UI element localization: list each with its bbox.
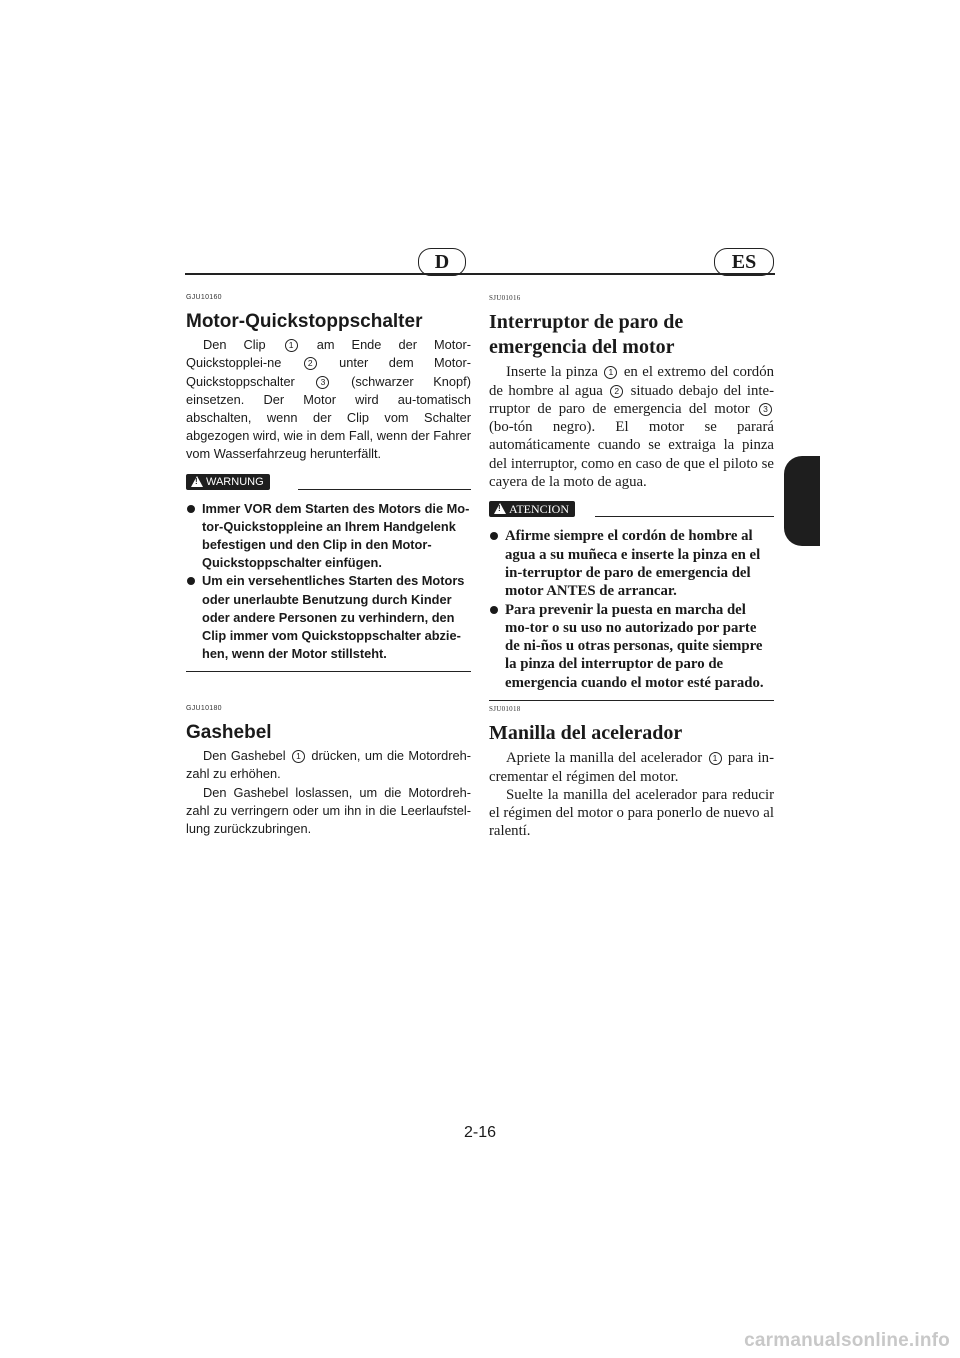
section-code: GJU10180 <box>186 705 222 712</box>
warning-item: Immer VOR dem Starten des Motors die Mo-tor-Quickstoppleine an Ihrem Handgelenk befestigen und den Clip in den Motor-Quickstoppschalter einfügen. <box>186 500 471 573</box>
warning-header <box>489 501 774 519</box>
section-code: GJU10160 <box>186 294 222 301</box>
watermark: carmanualsonline.info <box>744 1330 950 1351</box>
body-paragraph: Apriete la manilla del acelerador 1 para in-crementar el régimen del motor. <box>489 750 775 785</box>
body-paragraph: Inserte la pinza 1 en el extremo del cordón de hombre al agua 2 situado debajo del inte-rruptor de paro de emergencia del motor 3 (bo-tón negro). El motor se parará automáticamente cuando se extraiga la pinza del interruptor, como en caso de que el piloto se cayera de la moto de agua. <box>489 364 775 491</box>
warning-item: Um ein versehentliches Starten des Motors oder unerlaubte Benutzung durch Kinder oder andere Personen zu verhindern, den Clip immer vom Quickstoppschalter abzie-hen, wenn der Motor stillsteht. <box>186 572 471 663</box>
warning-triangle-icon <box>494 503 506 514</box>
warning-item: Para prevenir la puesta en marcha del mo-tor o su uso no autorizado por parte de ni-ños u otras personas, quite siempre la pinza del interruptor de paro de emergencia cuando el motor esté parado. <box>489 601 774 692</box>
section-title: Manilla del acelerador <box>489 722 683 745</box>
spanish-column-section-2 <box>489 700 774 841</box>
chapter-tab <box>784 456 820 546</box>
warning-item: Afirme siempre el cordón de hombre al agua a su muñeca e inserte la pinza en el in-terruptor de paro de emergencia del motor ANTES de arrancar. <box>489 527 774 600</box>
callout-number: 1 <box>292 750 305 763</box>
callout-number: 3 <box>316 376 329 389</box>
warning-rule <box>298 489 471 490</box>
callout-number: 2 <box>610 385 623 398</box>
section-code: SJU01016 <box>489 294 521 302</box>
callout-number: 1 <box>285 339 298 352</box>
callout-number: 1 <box>709 752 722 765</box>
warning-header <box>186 474 471 492</box>
body-paragraph: Den Gashebel 1 drücken, um die Motordreh-zahl zu erhöhen. <box>186 748 471 782</box>
callout-number: 3 <box>759 403 772 416</box>
warning-triangle-icon <box>191 476 203 487</box>
warning-badge: ! WARNUNG <box>186 474 270 490</box>
spanish-column-section-1 <box>489 289 774 701</box>
body-paragraph: Den Gashebel loslassen, um die Motordreh-zahl zu verringern oder um ihn in die Leerlaufstel-lung zurückzubringen. <box>186 784 471 837</box>
warning-badge: ! ATENCION <box>489 501 575 517</box>
language-badge-spanish: ES <box>714 248 774 276</box>
page-number: 2-16 <box>463 1124 497 1141</box>
section-title: Gashebel <box>186 722 272 744</box>
callout-number: 2 <box>304 357 317 370</box>
callout-number: 1 <box>604 366 617 379</box>
section-title: Motor-Quickstoppschalter <box>186 311 423 333</box>
section-code: SJU01018 <box>489 705 521 713</box>
section-title: Interruptor de paro de emergencia del motor <box>489 311 684 359</box>
body-paragraph: Suelte la manilla del acelerador para reducir el régimen del motor o para ponerlo de nuevo al ralentí. <box>489 786 774 840</box>
warning-list <box>489 527 774 692</box>
header-rule <box>185 273 775 275</box>
warning-rule <box>595 516 774 517</box>
warning-list <box>186 500 471 664</box>
german-column-section-2 <box>186 700 471 838</box>
language-badge-german: D <box>418 248 466 276</box>
warning-end-rule <box>186 671 471 672</box>
german-column-section-1 <box>186 289 471 672</box>
body-paragraph: Den Clip 1 am Ende der Motor-Quickstopplei-ne 2 unter dem Motor-Quickstoppschalter 3 (schwarzer Knopf) einsetzen. Der Motor wird au-tomatisch abschalten, wenn der Clip vom Schalter abgezogen wird, wie in dem Fall, wenn der Fahrer vom Wasserfahrzeug herunterfällt. <box>186 337 471 462</box>
